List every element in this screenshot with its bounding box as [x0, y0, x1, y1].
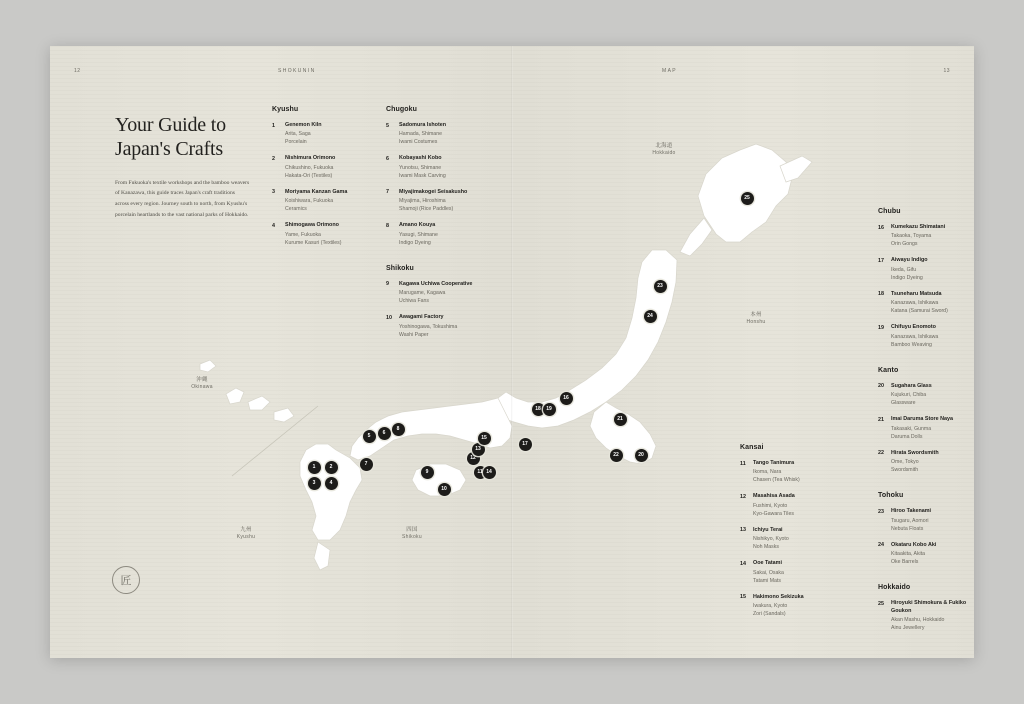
entry-text — [285, 155, 372, 179]
list-item[interactable] — [740, 460, 850, 484]
entry-number: 3 — [272, 189, 275, 196]
map-label-romaji-shikoku: Shikoku — [402, 534, 422, 541]
map-pin-14[interactable]: 14 — [483, 466, 496, 479]
entry-name: Moriyama Kanzan Gama — [285, 188, 348, 195]
map-pin-9[interactable]: 9 — [421, 466, 434, 479]
entry-text — [399, 222, 496, 246]
entry-number: 1 — [272, 122, 275, 129]
map-label-kyushu — [216, 526, 276, 542]
entry-text — [399, 189, 496, 213]
entry-craft: Noh Masks — [753, 544, 779, 551]
list-item[interactable] — [386, 281, 496, 305]
map-pin-13[interactable]: 13 — [472, 443, 485, 456]
running-head-left: SHOKUNIN — [278, 68, 316, 74]
entry-place: Hamada, Shimane — [399, 131, 442, 138]
map-label-romaji-hokkaido: Hokkaido — [652, 150, 676, 157]
list-item[interactable] — [878, 600, 974, 632]
entry-number: 4 — [272, 222, 275, 229]
entry-name: Hirata Swordsmith — [891, 449, 939, 456]
entry-name: Aiwayu Indigo — [891, 257, 928, 264]
group-title-tohoku: Tohoku — [878, 492, 904, 500]
entry-name: Shimogawa Orimono — [285, 222, 339, 229]
map-pin-7[interactable]: 7 — [360, 458, 373, 471]
seal-stamp: 匠 — [112, 566, 140, 594]
entry-number: 21 — [878, 416, 884, 423]
entry-name: Amano Kouya — [399, 222, 436, 229]
list-item[interactable] — [386, 222, 496, 246]
page-title — [115, 114, 250, 161]
entry-craft: Uchiwa Fans — [399, 298, 429, 305]
entry-name: Kagawa Uchiwa Cooperative — [399, 280, 473, 287]
entry-craft: Indigo Dyeing — [891, 274, 923, 281]
entry-text — [399, 122, 496, 146]
map-label-romaji-kyushu: Kyushu — [236, 534, 256, 541]
entry-craft: Orin Gongs — [891, 241, 918, 248]
group-title-chubu: Chubu — [878, 208, 901, 215]
entry-number: 5 — [386, 122, 389, 129]
entry-craft: Zori (Sandals) — [753, 611, 786, 618]
entry-number: 13 — [740, 527, 746, 534]
list-item[interactable] — [878, 224, 974, 248]
entry-place: Kitaakita, Akita — [891, 550, 926, 557]
list-item[interactable] — [386, 155, 496, 179]
entry-craft: Porcelain — [285, 139, 307, 146]
entry-place: Yoshinogawa, Tokushima — [399, 323, 458, 330]
entry-name: Tango Tanimura — [753, 460, 795, 466]
island-honshu-north — [494, 250, 677, 428]
entry-text — [891, 416, 974, 440]
entry-number: 23 — [878, 508, 884, 515]
map-pin-25[interactable]: 25 — [741, 192, 754, 205]
entry-craft: Ainu Jewellery — [891, 625, 925, 632]
list-item[interactable] — [272, 122, 372, 146]
entry-place: Fushimi, Kyoto — [753, 502, 788, 509]
group-title-kyushu: Kyushu — [272, 106, 299, 113]
entry-place: Akan Mashu, Hokkaido — [891, 617, 945, 624]
entry-name: Awagami Factory — [399, 314, 444, 321]
map-pin-11[interactable]: 11 — [474, 466, 487, 479]
island-honshu-west — [350, 398, 512, 460]
island-okinawa-3 — [274, 408, 294, 422]
entry-name: Hakimono Sekizuka — [753, 593, 804, 600]
map-label-romaji-honshu: Honshu — [746, 319, 766, 326]
entry-number: 2 — [272, 155, 275, 162]
entry-number: 16 — [878, 224, 884, 231]
entry-text — [285, 222, 372, 246]
map-pin-15[interactable]: 15 — [478, 432, 491, 445]
entry-place: Yunotsu, Shimane — [399, 164, 442, 171]
entry-text — [891, 324, 974, 348]
map-pin-23[interactable]: 23 — [654, 280, 667, 293]
entry-text — [753, 460, 850, 484]
list-item[interactable] — [878, 291, 974, 315]
entry-text — [891, 542, 974, 566]
list-item[interactable] — [272, 155, 372, 179]
entry-place: Sakai, Osaka — [753, 569, 784, 576]
map-pin-3[interactable]: 3 — [308, 477, 321, 490]
entry-place: Kujukuri, Chiba — [891, 392, 927, 399]
group-title-hokkaido: Hokkaido — [878, 584, 911, 592]
entry-text — [891, 383, 974, 407]
island-okinawa-2 — [248, 396, 270, 410]
entry-name: Genemon Kiln — [285, 122, 322, 128]
map-label-jp-hokkaido: 北海道 — [655, 143, 673, 149]
entry-name: Hiroyuki Shimokura & Fukiko Goukon — [891, 600, 967, 614]
listing-column-kyushu — [272, 106, 372, 256]
entry-craft: Swordsmith — [891, 467, 919, 474]
map-label-jp-okinawa: 沖縄 — [196, 377, 208, 383]
entry-text — [399, 314, 496, 338]
folio-left: 12 — [74, 68, 81, 74]
entry-name: Ichiyu Terai — [753, 526, 783, 533]
map-pin-20[interactable]: 20 — [635, 449, 648, 462]
list-item[interactable] — [878, 324, 974, 348]
map-pin-12[interactable]: 12 — [467, 452, 480, 465]
entry-place: Ome, Tokyo — [891, 459, 919, 466]
entry-number: 15 — [740, 594, 746, 601]
entry-place: Yame, Fukuoka — [285, 231, 321, 238]
hokkaido-cape-east — [780, 156, 812, 182]
entry-craft: Kurume Kasuri (Textiles) — [285, 239, 342, 246]
page-title-line1: Your Guide to — [115, 114, 226, 137]
entry-text — [891, 600, 974, 632]
entry-place: Ikoma, Nara — [753, 469, 782, 476]
list-item[interactable] — [878, 257, 974, 281]
map-pin-22[interactable]: 22 — [610, 449, 623, 462]
map-label-shikoku — [382, 526, 442, 542]
list-item[interactable] — [386, 189, 496, 213]
entry-number: 14 — [740, 560, 746, 567]
entry-place: Tsugaru, Aomori — [891, 517, 929, 524]
intro-block — [115, 101, 250, 227]
entry-name: Kumekazu Shimatani — [891, 224, 946, 230]
map-label-jp-honshu: 本州 — [750, 312, 762, 318]
folio-right: 13 — [943, 68, 950, 74]
map-label-hokkaido — [634, 142, 694, 158]
map-pin-16[interactable]: 16 — [560, 392, 573, 405]
group-title-kanto: Kanto — [878, 366, 899, 374]
map-label-jp-shikoku: 四国 — [406, 527, 418, 533]
entry-number: 20 — [878, 383, 884, 390]
list-item[interactable] — [878, 542, 974, 566]
entry-place: Nishikyo, Kyoto — [753, 536, 789, 543]
entry-name: Tsuneharu Matsuda — [891, 290, 942, 297]
group-title-chugoku: Chugoku — [386, 106, 418, 113]
entry-place: Iwakura, Kyoto — [753, 603, 788, 610]
entry-text — [753, 527, 850, 551]
entry-text — [753, 560, 850, 584]
entry-number: 18 — [878, 291, 884, 298]
entry-text — [753, 594, 850, 618]
list-item[interactable] — [878, 383, 974, 407]
map-pin-10[interactable]: 10 — [438, 483, 451, 496]
map-pin-19[interactable]: 19 — [543, 403, 556, 416]
entry-place: Koishiwara, Fukuoka — [285, 198, 334, 205]
entry-name: Nishimura Orimono — [285, 155, 336, 162]
entry-number: 25 — [878, 600, 884, 607]
entry-craft: Iwami Costumes — [399, 139, 438, 146]
entry-name: Ooe Tatami — [753, 560, 782, 567]
map-pin-5[interactable]: 5 — [363, 430, 376, 443]
entry-place: Yasugi, Shimane — [399, 231, 438, 238]
map-pin-1[interactable]: 1 — [308, 461, 321, 474]
map-label-okinawa — [172, 376, 232, 392]
entry-text — [891, 508, 974, 532]
list-item[interactable] — [272, 189, 372, 213]
page-title-line2: Japan's Crafts — [115, 137, 224, 160]
entry-number: 7 — [386, 189, 389, 196]
entry-craft: Bamboo Weaving — [891, 341, 932, 348]
list-item[interactable] — [386, 122, 496, 146]
entry-text — [891, 291, 974, 315]
list-item[interactable] — [386, 314, 496, 338]
listing-column-chubu — [878, 208, 974, 641]
entry-number: 9 — [386, 281, 389, 288]
entry-craft: Glassware — [891, 400, 916, 407]
map-pin-21[interactable]: 21 — [614, 413, 627, 426]
entry-craft: Shamoji (Rice Paddles) — [399, 206, 454, 213]
entry-place: Kanazawa, Ishikawa — [891, 333, 939, 340]
entry-place: Takasaki, Gunma — [891, 425, 932, 432]
entry-name: Sugahara Glass — [891, 382, 932, 389]
running-head-right: MAP — [662, 68, 678, 74]
entry-text — [399, 155, 496, 179]
entry-craft: Oke Barrels — [891, 559, 919, 566]
map-pin-17[interactable]: 17 — [519, 438, 532, 451]
entry-number: 24 — [878, 542, 884, 549]
group-title-kansai: Kansai — [740, 444, 764, 451]
map-pin-18[interactable]: 18 — [532, 403, 545, 416]
list-item[interactable] — [878, 416, 974, 440]
listing-column-kansai — [740, 444, 850, 627]
entry-text — [285, 189, 372, 213]
map-pin-24[interactable]: 24 — [644, 310, 657, 323]
entry-craft: Nebuta Floats — [891, 525, 924, 532]
entry-craft: Indigo Dyeing — [399, 239, 431, 246]
entry-text — [753, 493, 850, 517]
entry-craft: Iwami Mask Carving — [399, 172, 446, 179]
entry-place: Takaoka, Toyama — [891, 233, 932, 240]
list-item[interactable] — [740, 493, 850, 517]
intro-paragraph: From Fukuoka's textile workshops and the bamboo weavers of Kanazawa, this guide traces Japan's craft traditions across every region. Journey south to north, from Kyushu's porcelain heartlands to the vast national parks of Hokkaido. — [115, 179, 250, 219]
entry-craft: Daruma Dolls — [891, 433, 923, 440]
list-item[interactable] — [740, 560, 850, 584]
entry-text — [891, 257, 974, 281]
entry-text — [285, 122, 372, 146]
entry-number: 17 — [878, 257, 884, 264]
island-kyushu — [300, 444, 362, 540]
entry-number: 6 — [386, 155, 389, 162]
listing-column-chugoku — [386, 106, 496, 348]
map-label-honshu — [726, 311, 786, 327]
entry-place: Chikushino, Fukuoka — [285, 164, 334, 171]
entry-name: Okataru Kobo Aki — [891, 541, 937, 548]
entry-craft: Hakata-Ori (Textiles) — [285, 172, 333, 179]
entry-name: Miyajimakogei Seisakusho — [399, 188, 468, 195]
entry-number: 10 — [386, 314, 392, 321]
list-item[interactable] — [878, 450, 974, 474]
entry-name: Hiroo Takenami — [891, 508, 932, 515]
list-item[interactable] — [272, 222, 372, 246]
list-item[interactable] — [740, 527, 850, 551]
island-okinawa-4 — [200, 360, 216, 372]
magazine-spread — [50, 46, 974, 658]
entry-name: Kobayashi Kobo — [399, 155, 442, 162]
entry-place: Miyajima, Hiroshima — [399, 198, 446, 205]
entry-text — [399, 281, 496, 305]
entry-craft: Washi Paper — [399, 331, 429, 338]
entry-place: Kanazawa, Ishikawa — [891, 300, 939, 307]
entry-place: Arita, Saga — [285, 131, 311, 138]
entry-name: Masahisa Asada — [753, 493, 795, 500]
entry-number: 8 — [386, 222, 389, 229]
entry-craft: Chasen (Tea Whisk) — [753, 477, 800, 484]
entry-name: Imai Daruma Store Naya — [891, 416, 954, 423]
entry-place: Ikeda, Gifu — [891, 266, 917, 273]
map-pin-4[interactable]: 4 — [325, 477, 338, 490]
entry-craft: Katana (Samurai Sword) — [891, 308, 948, 315]
entry-craft: Ceramics — [285, 206, 307, 213]
entry-number: 12 — [740, 493, 746, 500]
entry-name: Chifuyu Enomoto — [891, 324, 936, 331]
entry-text — [891, 224, 974, 248]
entry-number: 19 — [878, 324, 884, 331]
map-pin-6[interactable]: 6 — [378, 427, 391, 440]
map-label-jp-kyushu: 九州 — [240, 527, 252, 533]
kyushu-south-tail — [314, 542, 330, 570]
list-item[interactable] — [740, 594, 850, 618]
map-label-romaji-okinawa: Okinawa — [191, 384, 213, 391]
entry-place: Marugame, Kagawa — [399, 290, 446, 297]
entry-text — [891, 450, 974, 474]
map-pin-2[interactable]: 2 — [325, 461, 338, 474]
entry-craft: Kyo-Gawara Tiles — [753, 510, 794, 517]
hokkaido-cape-south — [680, 218, 712, 256]
group-title-shikoku: Shikoku — [386, 264, 414, 272]
list-item[interactable] — [878, 508, 974, 532]
map-pin-8[interactable]: 8 — [392, 423, 405, 436]
entry-craft: Tatami Mats — [753, 577, 781, 584]
entry-number: 11 — [740, 460, 746, 467]
entry-number: 22 — [878, 450, 884, 457]
entry-name: Sadomura Ishoten — [399, 122, 447, 128]
